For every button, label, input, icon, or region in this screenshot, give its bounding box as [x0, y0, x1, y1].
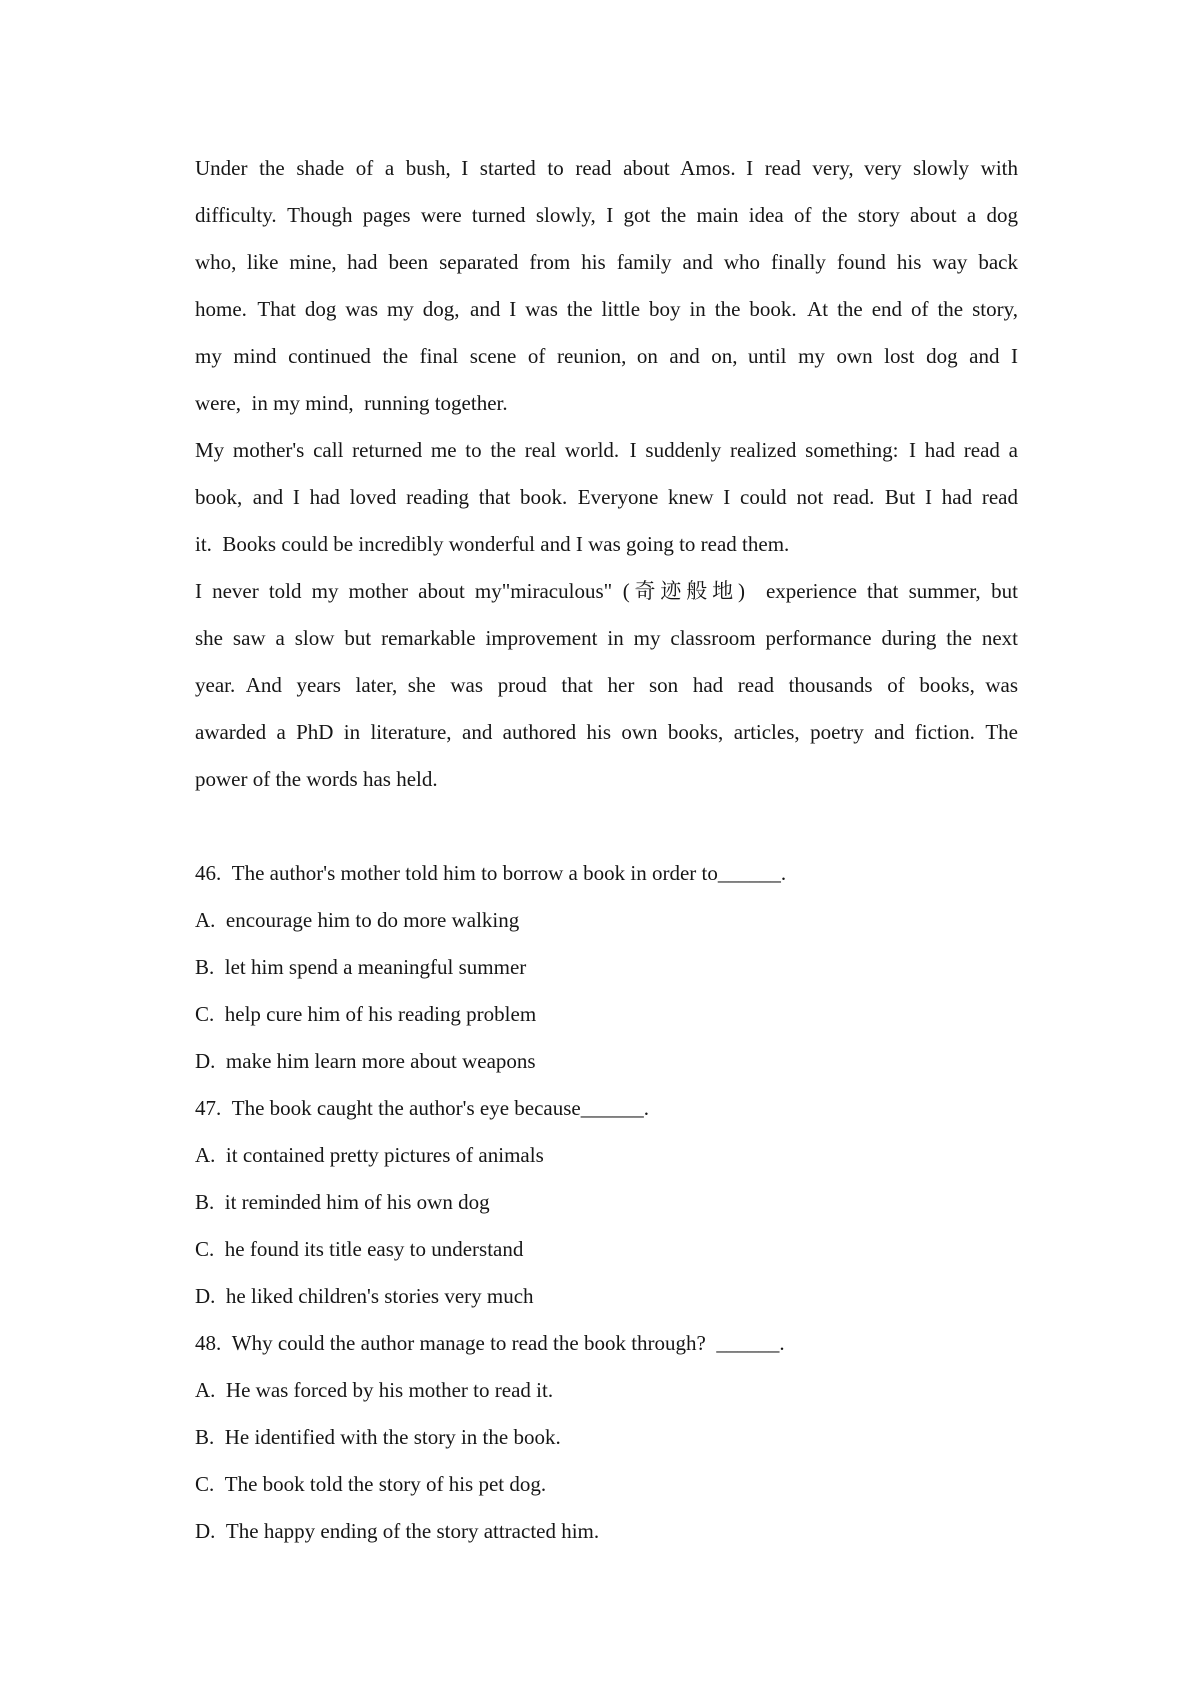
passage-line: Under the shade of a bush, I started to read about Amos. I read very, very slowly with: [195, 156, 1018, 180]
question-stem: 47. The book caught the author's eye because______.: [195, 1096, 649, 1120]
question-option: D. he liked children's stories very much: [195, 1284, 534, 1308]
question-stem: 48. Why could the author manage to read the book through? ______.: [195, 1331, 785, 1355]
passage-line: my mind continued the final scene of reunion, on and on, until my own lost dog and I: [195, 344, 1018, 368]
question-option: B. let him spend a meaningful summer: [195, 955, 527, 979]
passage-paragraph: [195, 145, 1018, 427]
passage-line: year. And years later, she was proud that her son had read thousands of books, was: [195, 673, 1018, 697]
document-page: [195, 145, 1018, 1555]
passage-line: awarded a PhD in literature, and authored his own books, articles, poetry and fiction. The: [195, 720, 1018, 744]
question-option: A. He was forced by his mother to read it.: [195, 1378, 554, 1402]
question-block-48: [195, 1320, 1018, 1555]
question-option: B. it reminded him of his own dog: [195, 1190, 490, 1214]
passage-line: My mother's call returned me to the real world. I suddenly realized something: I had read a: [195, 438, 1018, 462]
passage-paragraph: [195, 427, 1018, 568]
passage-line: she saw a slow but remarkable improvement in my classroom performance during the next: [195, 626, 1018, 650]
passage-line: book, and I had loved reading that book. Everyone knew I could not read. But I had read: [195, 485, 1018, 509]
passage-line: were, in my mind, running together.: [195, 391, 508, 415]
question-option: B. He identified with the story in the book.: [195, 1425, 561, 1449]
question-option: A. encourage him to do more walking: [195, 908, 520, 932]
question-block-47: [195, 1085, 1018, 1320]
passage-line: who, like mine, had been separated from his family and who finally found his way back: [195, 250, 1018, 274]
passage-line: I never told my mother about my"miraculous" (奇迹般地) experience that summer, but: [195, 579, 1018, 603]
passage-line: home. That dog was my dog, and I was the little boy in the book. At the end of the story,: [195, 297, 1018, 321]
question-block-46: [195, 850, 1018, 1085]
question-option: C. help cure him of his reading problem: [195, 1002, 537, 1026]
question-stem: 46. The author's mother told him to borrow a book in order to______.: [195, 861, 787, 885]
passage-line: difficulty. Though pages were turned slowly, I got the main idea of the story about a dog: [195, 203, 1018, 227]
question-option: A. it contained pretty pictures of animals: [195, 1143, 544, 1167]
question-option: C. he found its title easy to understand: [195, 1237, 524, 1261]
question-option: D. The happy ending of the story attracted him.: [195, 1519, 600, 1543]
passage-paragraph: [195, 568, 1018, 803]
passage-line: it. Books could be incredibly wonderful and I was going to read them.: [195, 532, 790, 556]
question-option: D. make him learn more about weapons: [195, 1049, 536, 1073]
passage-line: power of the words has held.: [195, 767, 438, 791]
question-option: C. The book told the story of his pet dog.: [195, 1472, 547, 1496]
blank-gap: [195, 803, 1018, 850]
